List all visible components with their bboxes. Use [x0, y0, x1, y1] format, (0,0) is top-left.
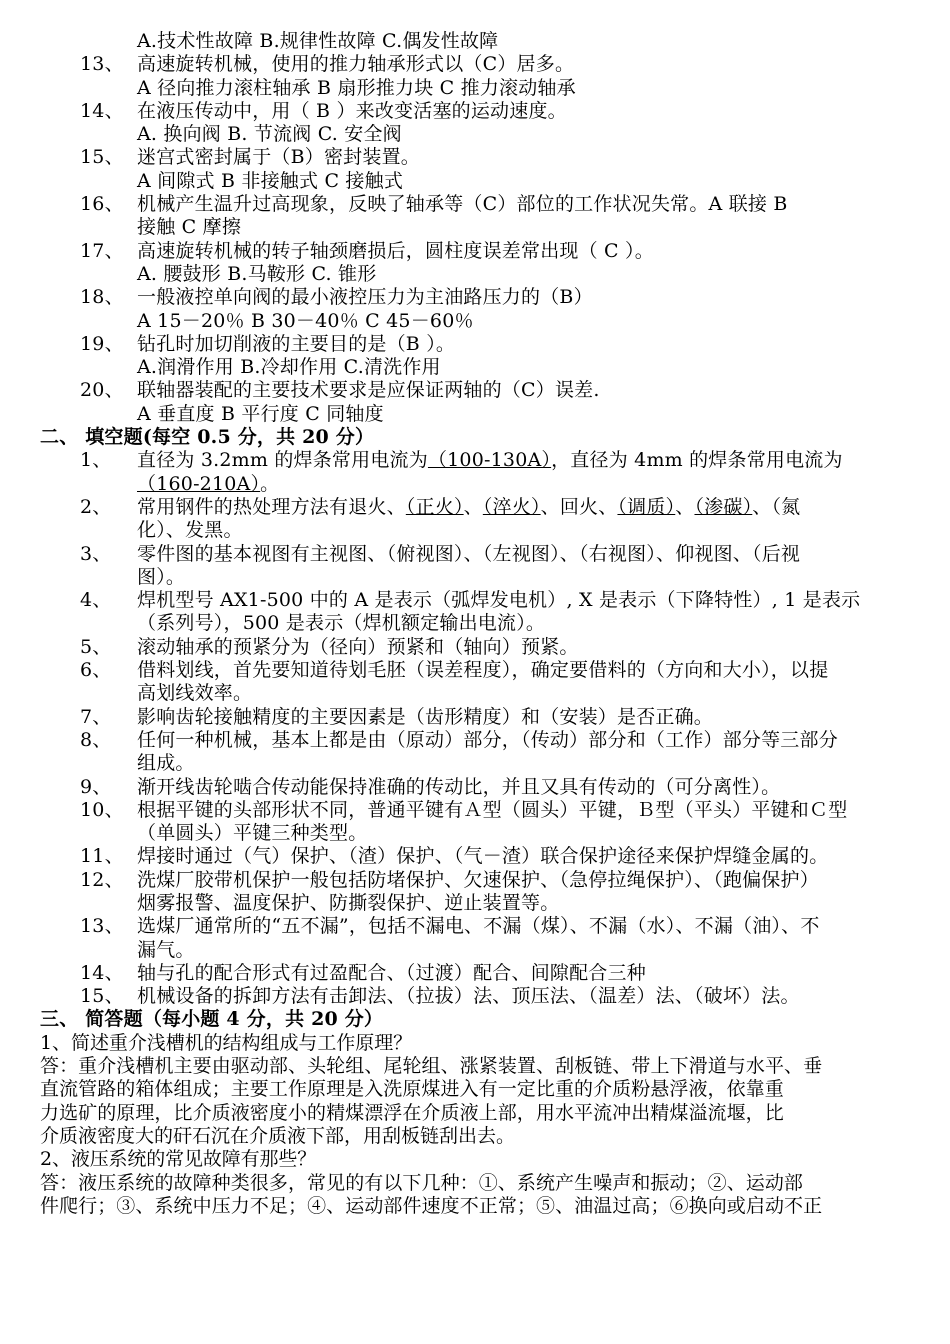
- question-line: [0, 240, 950, 263]
- fill-item-text: [137, 449, 843, 472]
- text-segment: 化）、发黑。: [137, 519, 243, 542]
- text-segment: 洗煤厂胶带机保护一般包括防堵保护、欠速保护、（急停拉绳保护）、（跑偏保护）: [137, 868, 819, 891]
- question-number: 15、: [80, 146, 124, 169]
- question-options: A 间隙式 B 非接触式 C 接触式: [137, 169, 404, 192]
- question-number: 18、: [80, 286, 124, 309]
- section-title: 二、 填空题(每空 0.5 分，共 20 分）: [40, 426, 375, 449]
- question-options: A. 腰鼓形 B.马鞍形 C. 锥形: [137, 262, 377, 285]
- text-segment: 渐开线齿轮啮合传动能保持准确的传动比，并且又具有传动的（可分离性）。: [137, 775, 781, 798]
- question-text: 钻孔时加切削液的主要目的是（B ）。: [137, 332, 456, 355]
- fill-item-number: 14、: [80, 961, 124, 984]
- question-options: A.技术性故障 B.规律性故障 C.偶发性故障: [137, 30, 499, 52]
- fill-item-line: [0, 449, 950, 472]
- fill-item-line-continued: [0, 939, 950, 962]
- answer-text: 答：重介浅槽机主要由驱动部、头轮组、尾轮组、涨紧装置、刮板链、带上下滑道与水平、垂: [40, 1055, 823, 1078]
- text-segment: 根据平键的头部形状不同，普通平键有Ａ型（圆头）平键，Ｂ型（平头）平键和Ｃ型: [137, 798, 848, 821]
- question-text: 机械产生温升过高现象，反映了轴承等（C）部位的工作状况失常。A 联接 B: [137, 193, 788, 216]
- fill-item-text-continued: [137, 939, 195, 962]
- answer-line: [0, 1102, 950, 1125]
- fill-item-line: [0, 985, 950, 1008]
- text-segment: 影响齿轮接触精度的主要因素是（齿形精度）和（安装）是否正确。: [137, 705, 714, 728]
- text-segment: 。: [260, 472, 280, 495]
- text-segment: 选煤厂通常所的“五不漏”，包括不漏电、不漏（煤）、不漏（水）、不漏（油）、不: [137, 915, 820, 938]
- text-segment: 、: [675, 495, 695, 518]
- fill-item-number: 11、: [80, 845, 124, 868]
- fill-item-number: 6、: [80, 659, 112, 682]
- fill-item-line: [0, 543, 950, 566]
- answer-line: [0, 1078, 950, 1101]
- text-segment: 任何一种机械，基本上都是由（原动）部分，（传动）部分和（工作）部分等三部分: [137, 728, 838, 751]
- question-line: [0, 53, 950, 76]
- question-number: 20、: [80, 379, 124, 402]
- fill-item-line-continued: [0, 473, 950, 496]
- fill-item-line-continued: [0, 566, 950, 589]
- fill-item-number: 8、: [80, 728, 112, 751]
- text-segment: 、: [463, 495, 483, 518]
- answer-line: [0, 1172, 950, 1195]
- text-segment: （调质）: [617, 495, 676, 518]
- question-line-continued: [0, 216, 950, 239]
- question-text: 高速旋转机械的转子轴颈磨损后，圆柱度误差常出现（ C ）。: [137, 239, 654, 262]
- fill-item-line: [0, 869, 950, 892]
- answer-text: 直流管路的箱体组成；主要工作原理是入洗原煤进入有一定比重的介质粉悬浮液，依靠重: [40, 1078, 784, 1101]
- fill-item-line-continued: [0, 519, 950, 542]
- fill-item-text: [137, 776, 780, 799]
- section-heading: [0, 426, 950, 449]
- fill-item-line: [0, 589, 950, 612]
- fill-item-line-continued: [0, 752, 950, 775]
- question-options: A 垂直度 B 平行度 C 同轴度: [137, 402, 384, 425]
- question-text: 联轴器装配的主要技术要求是应保证两轴的（C）误差.: [137, 379, 600, 402]
- fill-item-line: [0, 799, 950, 822]
- fill-item-number: 5、: [80, 635, 112, 658]
- fill-item-number: 9、: [80, 775, 112, 798]
- fill-item-text: [137, 496, 800, 519]
- question-number: 16、: [80, 193, 124, 216]
- answer-text: 答：液压系统的故障种类很多，常见的有以下几种：①、系统产生噪声和振动；②、运动部: [40, 1171, 804, 1194]
- options-line: [0, 123, 950, 146]
- answer-text: 介质液密度大的矸石沉在介质液下部，用刮板链刮出去。: [40, 1124, 516, 1147]
- fill-item-text-continued: [137, 612, 545, 635]
- question-line: [0, 193, 950, 216]
- text-segment: （正火）: [405, 495, 464, 518]
- options-line: [0, 403, 950, 426]
- question-text: 迷宫式密封属于（B）密封装置。: [137, 146, 420, 169]
- fill-item-text-continued: [137, 892, 559, 915]
- fill-item-number: 7、: [80, 705, 112, 728]
- fill-item-text: [137, 915, 820, 938]
- answer-text: 力选矿的原理，比介质液密度小的精煤漂浮在介质液上部，用水平流冲出精煤溢流堰，比: [40, 1101, 784, 1124]
- fill-item-text-continued: [137, 822, 367, 845]
- text-segment: （100-130A）: [427, 449, 552, 472]
- text-segment: ，直径为 4mm 的焊条常用电流为: [551, 449, 843, 472]
- section-title: 三、 简答题（每小题 4 分，共 20 分）: [40, 1008, 384, 1031]
- fill-item-line: [0, 776, 950, 799]
- question-options: A 径向推力滚柱轴承 B 扇形推力块 C 推力滚动轴承: [137, 76, 576, 99]
- question-line: [0, 286, 950, 309]
- answer-text: 1、简述重介浅槽机的结构组成与工作原理？: [40, 1031, 413, 1054]
- question-text: 在液压传动中，用（ B ）来改变活塞的运动速度。: [137, 99, 567, 122]
- fill-item-line-continued: [0, 612, 950, 635]
- question-line: [0, 379, 950, 402]
- answer-line: [0, 1195, 950, 1218]
- text-segment: 借料划线，首先要知道待划毛胚（误差程度），确定要借料的（方向和大小），以提: [137, 659, 829, 682]
- question-text: 一般液控单向阀的最小液控压力为主油路压力的（B）: [137, 286, 593, 309]
- options-line: [0, 77, 950, 100]
- text-segment: 、回火、: [540, 495, 618, 518]
- text-segment: 图）。: [137, 565, 186, 588]
- question-text: 高速旋转机械，使用的推力轴承形式以（C）居多。: [137, 53, 575, 76]
- options-line: [0, 30, 950, 53]
- fill-item-text: [137, 636, 579, 659]
- fill-item-line: [0, 845, 950, 868]
- document-page: [0, 30, 950, 1218]
- fill-item-text: [137, 962, 646, 985]
- text-segment: （渗碳）: [694, 495, 753, 518]
- text-segment: （淬火）: [482, 495, 541, 518]
- question-options: A 15－20％ B 30－40％ C 45－60％: [137, 309, 474, 332]
- question-number: 13、: [80, 53, 124, 76]
- answer-line: [0, 1032, 950, 1055]
- fill-item-number: 13、: [80, 915, 124, 938]
- options-line: [0, 356, 950, 379]
- fill-item-text: [137, 543, 800, 566]
- question-number: 19、: [80, 332, 124, 355]
- fill-item-text: [137, 799, 847, 822]
- fill-item-line: [0, 659, 950, 682]
- fill-item-line: [0, 915, 950, 938]
- fill-item-text: [137, 729, 838, 752]
- fill-item-line-continued: [0, 892, 950, 915]
- text-segment: 机械设备的拆卸方法有击卸法、（拉拔）法、顶压法、（温差）法、（破坏）法。: [137, 985, 800, 1008]
- fill-item-number: 15、: [80, 985, 124, 1008]
- question-options: A.润滑作用 B.冷却作用 C.清洗作用: [137, 356, 441, 379]
- fill-item-line-continued: [0, 822, 950, 845]
- question-options: A. 换向阀 B. 节流阀 C. 安全阀: [137, 123, 402, 146]
- text-segment: 焊接时通过（气）保护、（渣）保护、（气－渣）联合保护途径来保护焊缝金属的。: [137, 845, 829, 868]
- fill-item-number: 4、: [80, 589, 112, 612]
- fill-item-text: [137, 659, 828, 682]
- fill-item-line: [0, 729, 950, 752]
- fill-item-text-continued: [137, 519, 243, 542]
- fill-item-line: [0, 636, 950, 659]
- fill-item-text: [137, 845, 828, 868]
- text-segment: 焊机型号 AX1-500 中的 A 是表示（弧焊发电机）, X 是表示（下降特性）, 1 是表示: [137, 589, 861, 612]
- fill-item-text-continued: [137, 682, 252, 705]
- fill-item-text: [137, 589, 860, 612]
- text-segment: 漏气。: [137, 938, 195, 961]
- question-line: [0, 100, 950, 123]
- fill-item-text: [137, 985, 800, 1008]
- answer-text: 2、液压系统的常见故障有那些？: [40, 1148, 317, 1171]
- fill-item-line: [0, 496, 950, 519]
- answer-line: [0, 1125, 950, 1148]
- text-segment: 常用钢件的热处理方法有退火、: [137, 495, 406, 518]
- fill-item-text-continued: [137, 473, 279, 496]
- question-number: 14、: [80, 99, 124, 122]
- text-segment: 轴与孔的配合形式有过盈配合、（过渡）配合、间隙配合三种: [137, 961, 646, 984]
- text-segment: （160-210A）: [137, 472, 261, 495]
- answer-line: [0, 1055, 950, 1078]
- fill-item-text: [137, 706, 713, 729]
- text-segment: （系列号），500 是表示（焊机额定输出电流）。: [137, 612, 546, 635]
- text-segment: 零件图的基本视图有主视图、（俯视图）、（左视图）、（右视图）、仰视图、（后视: [137, 542, 801, 565]
- fill-item-number: 1、: [80, 449, 112, 472]
- answer-line: [0, 1148, 950, 1171]
- options-line: [0, 263, 950, 286]
- options-line: [0, 170, 950, 193]
- question-text-continued: 接触 C 摩擦: [137, 216, 242, 239]
- text-segment: 高划线效率。: [137, 682, 253, 705]
- fill-item-text: [137, 869, 819, 892]
- fill-item-line: [0, 962, 950, 985]
- fill-item-number: 2、: [80, 495, 112, 518]
- text-segment: 直径为 3.2mm 的焊条常用电流为: [137, 449, 428, 472]
- fill-item-line: [0, 706, 950, 729]
- fill-item-number: 12、: [80, 868, 124, 891]
- text-segment: 、（氮: [752, 495, 801, 518]
- fill-item-line-continued: [0, 682, 950, 705]
- text-segment: （单圆头）平键三种类型。: [137, 822, 368, 845]
- answer-text: 件爬行；③、系统中压力不足；④、运动部件速度不正常；⑤、油温过高；⑥换向或启动不正: [40, 1194, 823, 1217]
- fill-item-number: 10、: [80, 798, 124, 821]
- text-segment: 组成。: [137, 752, 195, 775]
- fill-item-text-continued: [137, 752, 195, 775]
- question-number: 17、: [80, 239, 124, 262]
- fill-item-text-continued: [137, 566, 185, 589]
- text-segment: 烟雾报警、温度保护、防撕裂保护、逆止装置等。: [137, 891, 560, 914]
- question-line: [0, 333, 950, 356]
- fill-item-number: 3、: [80, 542, 112, 565]
- question-line: [0, 146, 950, 169]
- section-heading: [0, 1008, 950, 1031]
- text-segment: 滚动轴承的预紧分为（径向）预紧和（轴向）预紧。: [137, 635, 579, 658]
- options-line: [0, 310, 950, 333]
